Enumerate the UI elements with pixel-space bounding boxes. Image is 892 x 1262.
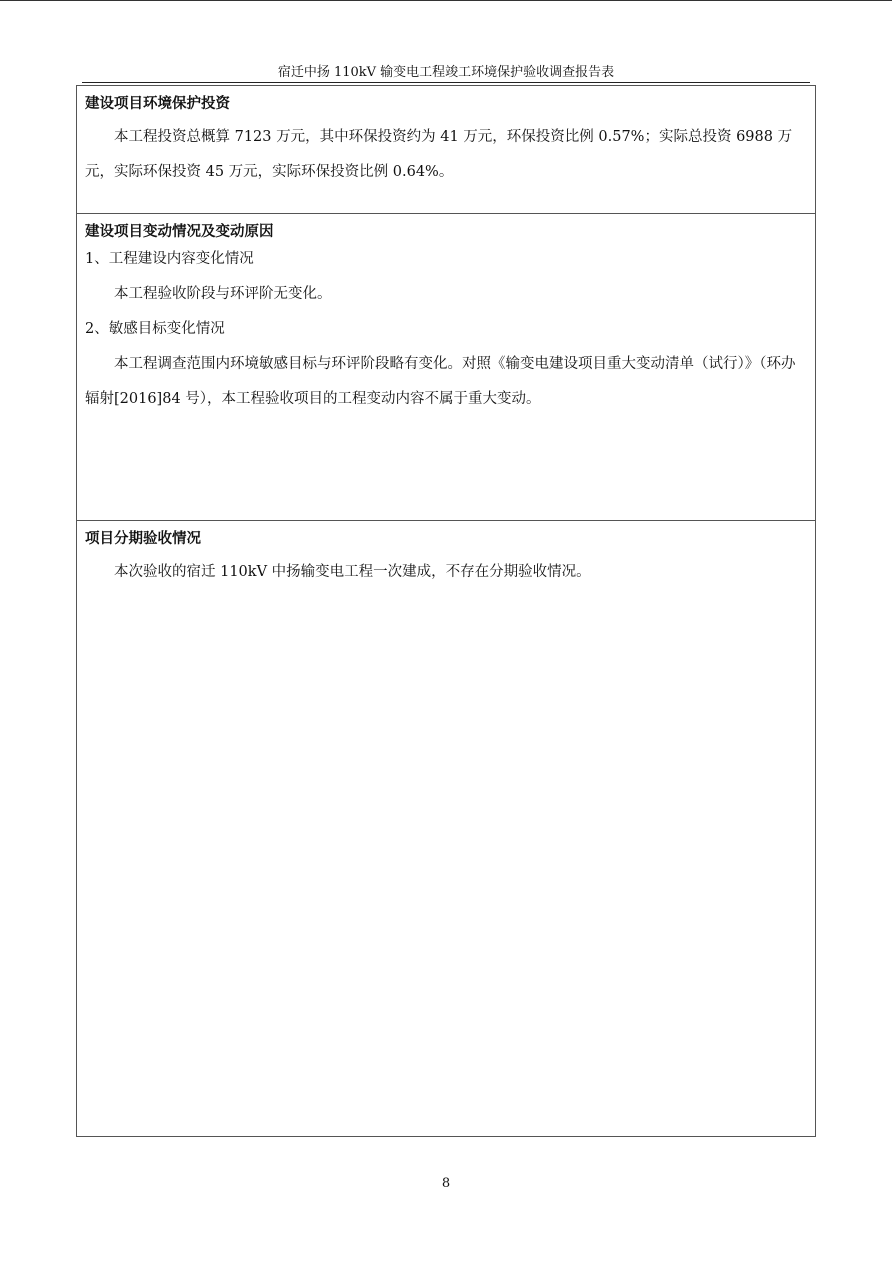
running-header: 宿迁中扬 110kV 输变电工程竣工环境保护验收调查报告表	[277, 65, 615, 80]
section-title: 项目分期验收情况	[85, 530, 201, 547]
section-title: 建设项目变动情况及变动原因	[85, 223, 274, 240]
section-title: 建设项目环境保护投资	[85, 95, 230, 112]
section-paragraph: 本次验收的宿迁 110kV 中扬输变电工程一次建成，不存在分期验收情况。	[114, 564, 591, 580]
subsection-paragraph: 本工程验收阶段与环评阶无变化。	[114, 286, 332, 302]
section-project-changes	[77, 214, 815, 521]
report-table	[76, 85, 816, 1137]
section-environmental-investment	[77, 86, 815, 214]
header-rule	[82, 82, 810, 83]
subsection-heading: 1、工程建设内容变化情况	[85, 251, 254, 267]
page-number: 8	[441, 1176, 451, 1191]
page-top-edge	[0, 0, 892, 1]
section-paragraph: 本工程投资总概算 7123 万元，其中环保投资约为 41 万元，环保投资比例 0.57%；实际总投资 6988 万元，实际环保投资 45 万元，实际环保投资比例 0.64%。	[85, 129, 793, 180]
subsection-paragraph: 本工程调查范围内环境敏感目标与环评阶段略有变化。对照《输变电建设项目重大变动清单（试行）》（环办辐射[2016]84 号），本工程验收项目的工程变动内容不属于重大变动。	[85, 356, 796, 407]
subsection-heading: 2、敏感目标变化情况	[85, 321, 225, 337]
section-phased-acceptance	[77, 521, 815, 1136]
